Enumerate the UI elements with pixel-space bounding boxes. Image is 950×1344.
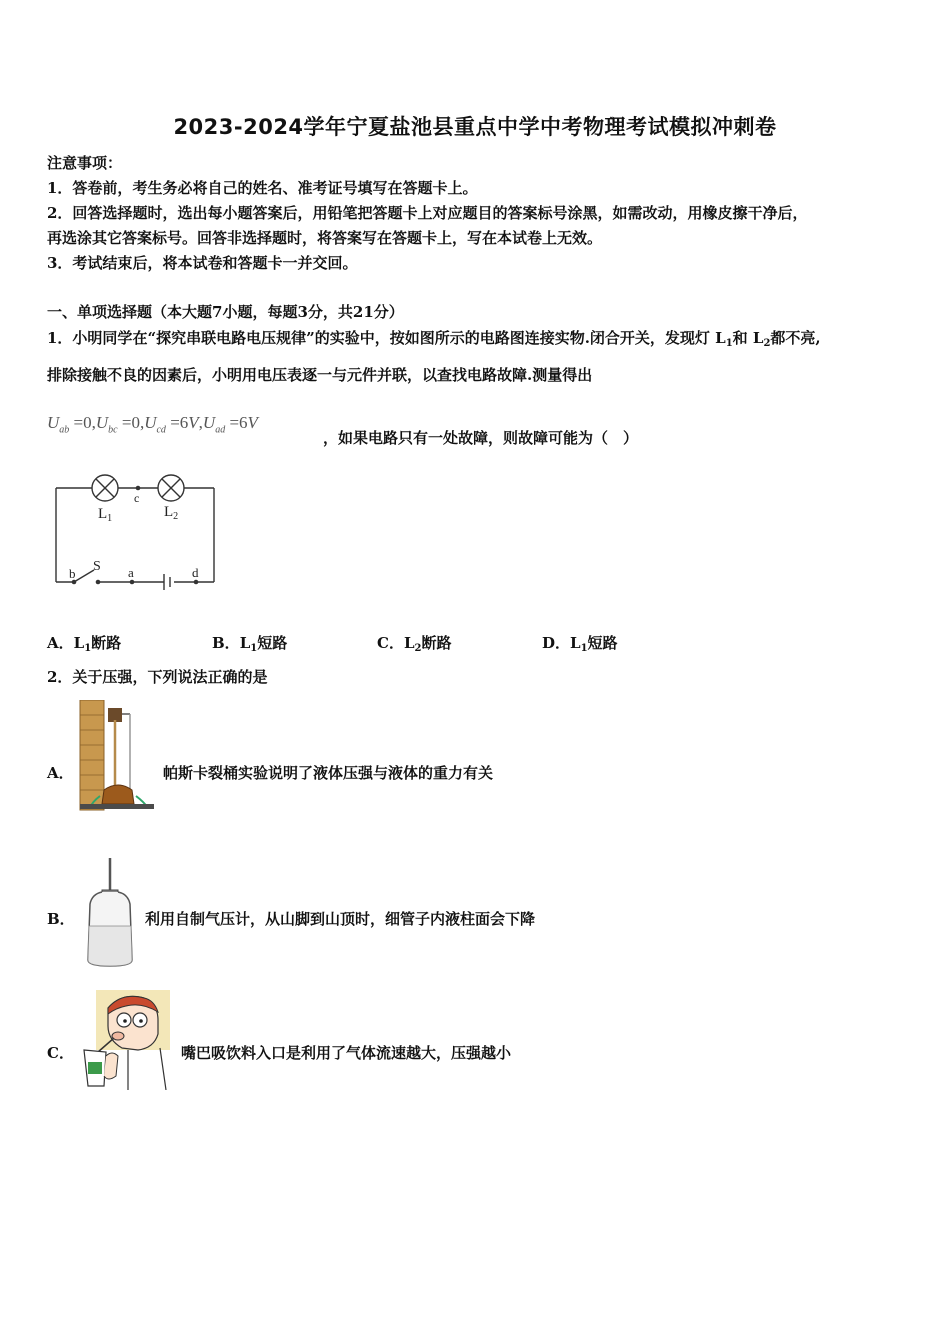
barrel	[102, 785, 134, 804]
notice-item-3: 3．考试结束后，将本试卷和答题卡一并交回。	[47, 254, 358, 272]
q1-option-d[interactable]	[542, 632, 618, 654]
section-heading: 一、单项选择题（本大题7小题，每题3分，共21分）	[47, 303, 404, 321]
option-prefix: L	[73, 634, 85, 652]
formula-u-ab: U	[47, 413, 60, 432]
formula-sub-cd: cd	[156, 424, 166, 436]
q2-option-a-letter[interactable]: A．	[47, 764, 74, 782]
formula-sub-ab: ab	[59, 424, 70, 436]
q2-option-c-letter[interactable]: C．	[47, 1044, 74, 1062]
option-letter: D．	[542, 634, 571, 652]
formula-v-ad: V	[247, 413, 258, 432]
q1-option-c[interactable]	[377, 632, 451, 654]
q1-line1-sub1: 1	[725, 338, 733, 349]
label-l2: $L_2$	[164, 504, 179, 522]
q1-line1-a: 1．小明同学在“探究串联电路电压规律”的实验中，按如图所示的电路图连接实物.闭合开关，发现灯 L	[47, 329, 726, 347]
cup-label	[88, 1062, 102, 1074]
wooden-wall	[80, 700, 104, 810]
q1-stem-line1	[47, 327, 821, 349]
notice-heading: 注意事项：	[47, 154, 123, 172]
circuit-diagram	[50, 470, 225, 595]
formula-eq-ab: =0,	[73, 413, 96, 432]
node-switch	[96, 580, 101, 585]
formula-comma: ,	[198, 413, 203, 432]
option-text: 断路	[421, 634, 452, 652]
label-a: a	[128, 565, 134, 580]
option-letter: A．	[47, 634, 74, 652]
notice-item-1: 1．答卷前，考生务必将自己的姓名、准考证号填写在答题卡上。	[47, 179, 478, 197]
q1-formula	[47, 413, 258, 435]
node-d	[194, 580, 199, 585]
switch-icon	[74, 570, 94, 582]
q1-line1-b: 和 L	[732, 329, 764, 347]
q1-stem-line3: ，如果电路只有一处故障，则故障可能为（ ）	[323, 429, 639, 447]
option-sub: 1	[84, 643, 92, 654]
option-letter: B．	[212, 634, 240, 652]
formula-sub-bc: bc	[108, 424, 118, 436]
q1-line1-c: 都不亮,	[770, 329, 821, 347]
formula-eq-cd: =6	[170, 413, 189, 432]
label-b: b	[69, 566, 76, 581]
formula-u-ad: U	[202, 413, 216, 432]
q2-option-b-letter[interactable]: B．	[47, 910, 75, 928]
hand	[104, 1053, 118, 1079]
option-letter: C．	[377, 634, 404, 652]
q2-option-c-text[interactable]: 嘴巴吸饮料入口是利用了气体流速越大，压强越小	[181, 1044, 512, 1062]
base	[80, 804, 154, 809]
label-d: d	[192, 565, 199, 580]
label-c: c	[134, 491, 140, 505]
page-title: 2023-2024学年宁夏盐池县重点中学中考物理考试模拟冲刺卷	[173, 115, 777, 139]
option-prefix: L	[570, 634, 581, 652]
q2-stem: 2．关于压强，下列说法正确的是	[47, 668, 268, 686]
option-text: 短路	[257, 634, 288, 652]
label-s: S	[93, 559, 101, 574]
shirt	[128, 1048, 166, 1090]
formula-v-cd: V	[188, 413, 199, 432]
q1-option-a[interactable]	[47, 632, 121, 654]
liquid	[88, 926, 132, 966]
formula-u-cd: U	[144, 413, 157, 432]
option-prefix: L	[403, 634, 415, 652]
option-prefix: L	[239, 634, 251, 652]
funnel	[108, 708, 122, 722]
formula-eq-ad: =6	[229, 413, 248, 432]
pascal-barrel-image	[78, 700, 156, 812]
option-sub: 1	[580, 643, 588, 654]
q1-stem-line2: 排除接触不良的因素后，小明用电压表逐一与元件并联，以查找电路故障.测量得出	[47, 366, 593, 384]
formula-sub-ad: ad	[215, 424, 226, 436]
q1-option-b[interactable]	[212, 632, 287, 654]
option-sub: 2	[414, 643, 422, 654]
notice-item-2: 2．回答选择题时，选出每小题答案后，用铅笔把答题卡上对应题目的答案标号涂黑，如需改动，用橡皮擦干净后，	[47, 204, 808, 222]
label-l1: $L_1$	[98, 506, 113, 524]
drinking-cartoon-image	[78, 990, 170, 1090]
node-c	[136, 486, 141, 491]
formula-u-bc: U	[95, 413, 109, 432]
formula-eq-bc: =0,	[121, 413, 145, 432]
option-sub: 1	[250, 643, 258, 654]
notice-item-2-cont: 再选涂其它答案标号。回答非选择题时，将答案写在答题卡上，写在本试卷上无效。	[47, 229, 603, 247]
node-a	[130, 580, 135, 585]
q2-option-a-text[interactable]: 帕斯卡裂桶实验说明了液体压强与液体的重力有关	[163, 764, 494, 782]
q2-option-b-text[interactable]: 利用自制气压计，从山脚到山顶时，细管子内液柱面会下降	[145, 910, 536, 928]
option-text: 短路	[587, 634, 618, 652]
q1-line1-sub2: 2	[763, 338, 771, 349]
option-text: 断路	[91, 634, 122, 652]
barometer-bottle-image	[82, 856, 138, 968]
